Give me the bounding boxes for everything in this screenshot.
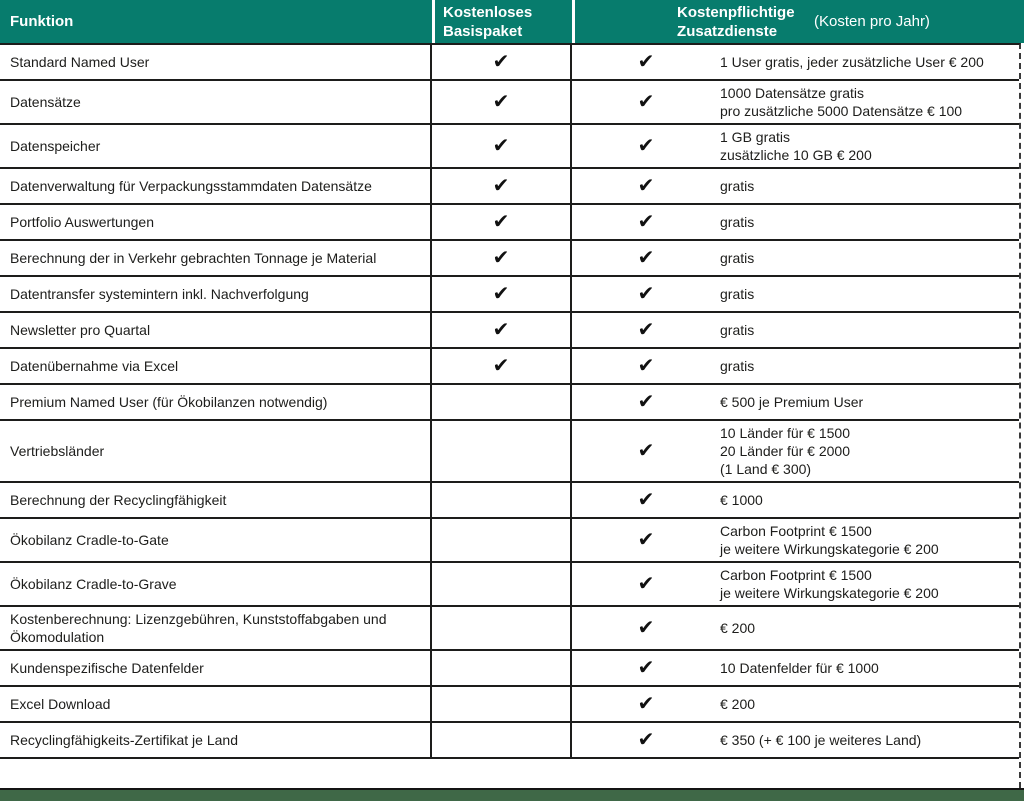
checkmark-icon: ✔ (637, 247, 655, 269)
cost-line: € 350 (+ € 100 je weiteres Land) (720, 732, 922, 748)
zusatzdienste-cell (572, 687, 720, 721)
cost-cell (720, 723, 1019, 757)
checkmark-icon: ✔ (637, 211, 655, 233)
zusatzdienste-cell (572, 519, 720, 561)
table-body (0, 43, 1021, 788)
cost-line: gratis (720, 322, 755, 338)
cost-cell (720, 563, 1019, 605)
cost-cell (720, 45, 1019, 79)
cost-line: je weitere Wirkungskategorie € 200 (720, 585, 939, 601)
feature-label: Ökobilanz Cradle-to-Grave (0, 563, 432, 605)
feature-label: Kundenspezifische Datenfelder (0, 651, 432, 685)
checkmark-icon: ✔ (637, 657, 655, 679)
feature-label: Datenübernahme via Excel (0, 349, 432, 383)
basispaket-cell (432, 125, 572, 167)
feature-label: Berechnung der in Verkehr gebrachten Tonnage je Material (0, 241, 432, 275)
cost-cell (720, 385, 1019, 419)
checkmark-icon: ✔ (637, 529, 655, 551)
cost-line: € 200 (720, 696, 756, 712)
feature-label: Premium Named User (für Ökobilanzen notwendig) (0, 385, 432, 419)
feature-label: Kostenberechnung: Lizenzgebühren, Kunststoffabgaben und Ökomodulation (0, 607, 432, 649)
cost-cell (720, 519, 1019, 561)
table-row (0, 241, 1019, 277)
table-header (0, 0, 1024, 43)
checkmark-icon: ✔ (637, 617, 655, 639)
checkmark-icon: ✔ (637, 319, 655, 341)
zusatzdienste-cell (572, 723, 720, 757)
checkmark-icon: ✔ (637, 391, 655, 413)
checkmark-icon: ✔ (637, 693, 655, 715)
checkmark-icon: ✔ (637, 283, 655, 305)
table-row (0, 421, 1019, 483)
cost-line: 1000 Datensätze gratis (720, 85, 864, 101)
zusatzdienste-cell (572, 651, 720, 685)
table-row (0, 651, 1019, 687)
cost-line: zusätzliche 10 GB € 200 (720, 147, 872, 163)
cost-cell (720, 313, 1019, 347)
column-header-basispaket-line2: Basispaket (443, 22, 523, 40)
cost-line: 10 Länder für € 1500 (720, 425, 850, 441)
checkmark-icon: ✔ (492, 175, 510, 197)
zusatzdienste-cell (572, 483, 720, 517)
basispaket-cell (432, 519, 572, 561)
cost-line: gratis (720, 178, 755, 194)
column-header-zusatz-kosten (572, 0, 1024, 43)
table-row (0, 205, 1019, 241)
cost-cell (720, 349, 1019, 383)
basispaket-cell (432, 421, 572, 481)
table-row (0, 313, 1019, 349)
checkmark-icon: ✔ (637, 729, 655, 751)
column-header-funktion (0, 0, 432, 43)
zusatzdienste-cell (572, 45, 720, 79)
feature-label: Datenspeicher (0, 125, 432, 167)
zusatzdienste-cell (572, 313, 720, 347)
cost-cell (720, 687, 1019, 721)
cost-line: € 500 je Premium User (720, 394, 864, 410)
feature-label: Excel Download (0, 687, 432, 721)
checkmark-icon: ✔ (637, 440, 655, 462)
zusatzdienste-cell (572, 205, 720, 239)
checkmark-icon: ✔ (492, 247, 510, 269)
cost-cell (720, 277, 1019, 311)
table-row (0, 277, 1019, 313)
feature-label: Ökobilanz Cradle-to-Gate (0, 519, 432, 561)
cost-line: (1 Land € 300) (720, 461, 812, 477)
basispaket-cell (432, 45, 572, 79)
cost-cell (720, 607, 1019, 649)
footer-accent-bar (0, 788, 1024, 801)
table-row (0, 125, 1019, 169)
zusatzdienste-cell (572, 385, 720, 419)
checkmark-icon: ✔ (637, 135, 655, 157)
table-row (0, 483, 1019, 519)
basispaket-cell (432, 723, 572, 757)
table-row (0, 45, 1019, 81)
zusatzdienste-cell (572, 169, 720, 203)
feature-label: Portfolio Auswertungen (0, 205, 432, 239)
cost-line: Carbon Footprint € 1500 (720, 567, 872, 583)
cost-cell (720, 169, 1019, 203)
feature-label: Datenverwaltung für Verpackungsstammdaten Datensätze (0, 169, 432, 203)
cost-line: gratis (720, 358, 755, 374)
basispaket-cell (432, 81, 572, 123)
feature-label: Berechnung der Recyclingfähigkeit (0, 483, 432, 517)
basispaket-cell (432, 651, 572, 685)
checkmark-icon: ✔ (492, 135, 510, 157)
cost-line: 20 Länder für € 2000 (720, 443, 850, 459)
checkmark-icon: ✔ (492, 355, 510, 377)
cost-cell (720, 125, 1019, 167)
column-header-kosten-pro-jahr: (Kosten pro Jahr) (814, 13, 930, 30)
checkmark-icon: ✔ (637, 355, 655, 377)
table-row (0, 563, 1019, 607)
feature-label: Datensätze (0, 81, 432, 123)
checkmark-icon: ✔ (637, 175, 655, 197)
cost-line: pro zusätzliche 5000 Datensätze € 100 (720, 103, 963, 119)
cost-line: gratis (720, 286, 755, 302)
basispaket-cell (432, 241, 572, 275)
feature-label: Recyclingfähigkeits-Zertifikat je Land (0, 723, 432, 757)
column-header-zusatzdienste-line2: Zusatzdienste (677, 22, 778, 40)
table-row (0, 385, 1019, 421)
cost-cell (720, 81, 1019, 123)
checkmark-icon: ✔ (637, 573, 655, 595)
cost-cell (720, 483, 1019, 517)
zusatzdienste-cell (572, 81, 720, 123)
checkmark-icon: ✔ (492, 283, 510, 305)
cost-cell (720, 651, 1019, 685)
cost-line: Carbon Footprint € 1500 (720, 523, 872, 539)
checkmark-icon: ✔ (492, 319, 510, 341)
basispaket-cell (432, 205, 572, 239)
basispaket-cell (432, 607, 572, 649)
column-header-basispaket (432, 0, 572, 43)
column-header-funktion-label: Funktion (10, 13, 74, 30)
checkmark-icon: ✔ (637, 91, 655, 113)
zusatzdienste-cell (572, 349, 720, 383)
checkmark-icon: ✔ (492, 91, 510, 113)
cost-line: € 200 (720, 620, 756, 636)
cost-line: gratis (720, 214, 755, 230)
column-header-zusatzdienste (669, 3, 814, 41)
cost-line: € 1000 (720, 492, 763, 508)
zusatzdienste-cell (572, 125, 720, 167)
basispaket-cell (432, 687, 572, 721)
basispaket-cell (432, 277, 572, 311)
table-row (0, 607, 1019, 651)
cost-cell (720, 241, 1019, 275)
checkmark-icon: ✔ (637, 489, 655, 511)
table-row (0, 81, 1019, 125)
checkmark-icon: ✔ (492, 211, 510, 233)
cost-line: 10 Datenfelder für € 1000 (720, 660, 879, 676)
column-header-zusatzdienste-line1: Kostenpflichtige (677, 3, 795, 21)
basispaket-cell (432, 169, 572, 203)
checkmark-icon: ✔ (637, 51, 655, 73)
cost-line: 1 User gratis, jeder zusätzliche User € 200 (720, 54, 984, 70)
table-row (0, 723, 1019, 759)
cost-line: 1 GB gratis (720, 129, 791, 145)
feature-label: Datentransfer systemintern inkl. Nachverfolgung (0, 277, 432, 311)
cost-line: gratis (720, 250, 755, 266)
zusatzdienste-cell (572, 277, 720, 311)
zusatzdienste-cell (572, 607, 720, 649)
table-row (0, 169, 1019, 205)
feature-label: Newsletter pro Quartal (0, 313, 432, 347)
basispaket-cell (432, 483, 572, 517)
feature-label: Standard Named User (0, 45, 432, 79)
column-header-basispaket-line1: Kostenloses (443, 3, 533, 21)
zusatzdienste-cell (572, 241, 720, 275)
feature-label: Vertriebsländer (0, 421, 432, 481)
table-row (0, 519, 1019, 563)
table-row (0, 349, 1019, 385)
basispaket-cell (432, 349, 572, 383)
basispaket-cell (432, 313, 572, 347)
table-row (0, 687, 1019, 723)
cost-cell (720, 205, 1019, 239)
cost-cell (720, 421, 1019, 481)
cost-line: je weitere Wirkungskategorie € 200 (720, 541, 939, 557)
zusatzdienste-cell (572, 421, 720, 481)
basispaket-cell (432, 385, 572, 419)
zusatzdienste-cell (572, 563, 720, 605)
checkmark-icon: ✔ (492, 51, 510, 73)
basispaket-cell (432, 563, 572, 605)
